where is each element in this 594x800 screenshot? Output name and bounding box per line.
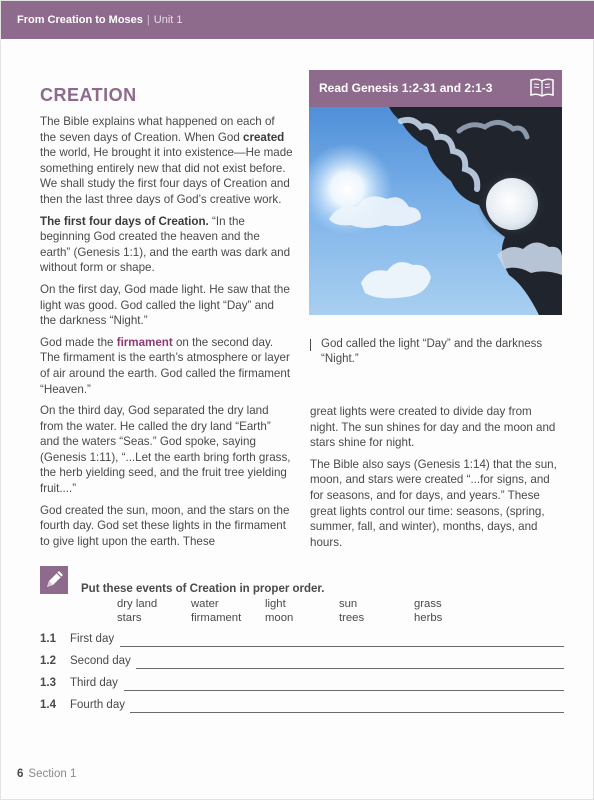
section-heading: CREATION: [40, 85, 137, 105]
question-label: Third day: [70, 677, 118, 689]
question-number: 1.1: [40, 633, 56, 645]
question-number: 1.3: [40, 677, 56, 689]
day2-paragraph: [40, 335, 293, 397]
word-bank-item: sun: [339, 598, 358, 610]
intro-text-2: the world, He brought it into existence—He made something entirely new that did not exist before. We shall study the first four days of Creation and then the last three days of God’s creative work.: [40, 146, 293, 206]
header-book-title: From Creation to Moses: [17, 14, 143, 26]
page-number: 6: [17, 768, 24, 780]
answer-line-1-1[interactable]: [120, 646, 564, 647]
first-four-paragraph: [40, 214, 293, 276]
question-number: 1.2: [40, 655, 56, 667]
word-bank-item: herbs: [414, 612, 443, 624]
sky-illustration: [309, 107, 562, 315]
word-bank-item: water: [191, 598, 219, 610]
word-bank-item: light: [265, 598, 286, 610]
question-label: Second day: [70, 655, 131, 667]
header-separator: |: [146, 14, 150, 26]
page-footer: [17, 768, 76, 780]
exercise-icon-box: [40, 566, 68, 594]
header-title: [17, 14, 183, 26]
footer-section: Section 1: [28, 768, 77, 780]
header-bar: [1, 1, 594, 39]
answer-line-1-3[interactable]: [124, 690, 564, 691]
photo-caption: [310, 337, 560, 367]
word-bank-item: stars: [117, 612, 142, 624]
question-row-1-2: [40, 655, 564, 671]
moon: [486, 178, 538, 230]
intro-text-1: The Bible explains what happened on each of the seven days of Creation. When God: [40, 115, 275, 144]
intro-paragraph: [40, 114, 293, 208]
word-bank-item: firmament: [191, 612, 242, 624]
question-row-1-3: [40, 677, 564, 693]
word-bank-item: moon: [265, 612, 294, 624]
day2-text-2: on the second day. The firmament is the earth’s atmosphere or layer of air around the earth. God called the firmament “Heaven.”: [40, 335, 291, 396]
firmament-highlight: firmament: [116, 335, 173, 349]
question-row-1-4: [40, 699, 564, 715]
pencil-icon: [40, 566, 68, 594]
question-row-1-1: [40, 633, 564, 649]
answer-line-1-4[interactable]: [130, 712, 564, 713]
caption-bar: [310, 339, 311, 351]
word-bank-item: grass: [414, 598, 442, 610]
intro-bold-created: created: [243, 130, 285, 144]
question-label: First day: [70, 633, 115, 645]
open-book-icon: [529, 77, 555, 99]
read-genesis-box: [309, 70, 562, 107]
question-label: Fourth day: [70, 699, 125, 711]
header-unit: Unit 1: [153, 14, 183, 26]
exercise-instruction: Put these events of Creation in proper order.: [81, 583, 325, 595]
day2-text-1: God made the: [40, 335, 117, 349]
question-number: 1.4: [40, 699, 56, 711]
first-four-text: “In the beginning God created the heaven and the earth” (Genesis 1:1), and the earth was dark and without form or shape.: [40, 214, 291, 275]
right-column: [310, 404, 560, 556]
right-paragraph-1: great lights were created to divide day from night. The sun shines for day and the moon and stars shine for night.: [310, 405, 556, 450]
caption-text: God called the light “Day” and the darkness “Night.”: [321, 338, 543, 365]
day4-paragraph: God created the sun, moon, and the stars on the fourth day. God set these lights in the firmament to give light upon the earth. These: [40, 503, 290, 548]
read-genesis-label: Read Genesis 1:2-31 and 2:1-3: [319, 81, 493, 95]
answer-line-1-2[interactable]: [136, 668, 564, 669]
word-bank-item: trees: [339, 612, 365, 624]
day-night-photo: [309, 107, 562, 315]
day3-paragraph: On the third day, God separated the dry land from the water. He called the dry land “Earth” and the waters “Seas.” God spoke, saying (Genesis 1:11), “...Let the earth bring forth grass, the herb yielding seed, and the fruit tree yielding fruit....”: [40, 404, 291, 496]
day1-paragraph: On the first day, God made light. He saw that the light was good. God called the light “Day” and the darkness “Night.”: [40, 282, 290, 328]
first-four-heading: The first four days of Creation.: [40, 214, 209, 228]
left-column: [40, 114, 293, 555]
word-bank-item: dry land: [117, 598, 158, 610]
right-paragraph-2: The Bible also says (Genesis 1:14) that the sun, moon, and stars were created “...for signs, and for seasons, and for days, and years.” These great lights control our time: seasons, (spring, summer, fall, and winter), months, days, and hours.: [310, 457, 557, 549]
